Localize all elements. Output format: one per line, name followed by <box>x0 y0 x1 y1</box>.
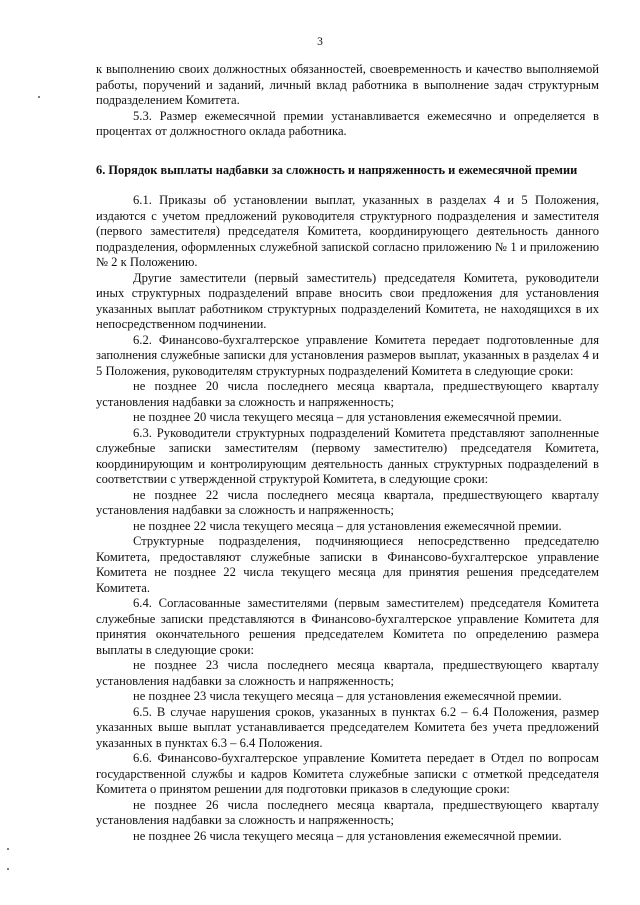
paragraph-6-3-deadline-quarter: не позднее 22 числа последнего месяца квартала, предшествующего кварталу установления надбавки за сложность и напряженность; <box>96 487 599 517</box>
paragraph-6-2-deadline-quarter: не позднее 20 числа последнего месяца квартала, предшествующего кварталу установления надбавки за сложность и напряженность; <box>96 379 599 409</box>
paragraph-6-3-direct-subordinates: Структурные подразделения, подчиняющиеся непосредственно председателю Комитета, предоставляют служебные записки в Финансово-бухгалтерское управление Комитета не позднее 22 числа текущего месяца для принятия решения председателем Комитета. <box>96 534 599 595</box>
paragraph-6-4: 6.4. Согласованные заместителями (первым заместителем) председателя Комитета служебные записки представляются в Финансово-бухгалтерское управление Комитета для принятия окончательного решения председателем Комитета по определению размера выплаты в следующие сроки: <box>96 596 599 657</box>
scan-speck <box>7 848 9 850</box>
paragraph-6-3: 6.3. Руководители структурных подразделений Комитета представляют заполненные служебные записки заместителям (первому заместителю) председателя Комитета, координирующим и контролирующим деятельность данных структурных подразделений в соответствии с утвержденной структурой Комитета, в следующие сроки: <box>96 425 599 486</box>
document-body <box>96 62 599 844</box>
section-heading: 6. Порядок выплаты надбавки за сложность и напряженность и ежемесячной премии <box>96 162 578 177</box>
paragraph-6-6-deadline-quarter: не позднее 26 числа последнего месяца квартала, предшествующего кварталу установления надбавки за сложность и напряженность; <box>96 797 599 827</box>
paragraph-6-6: 6.6. Финансово-бухгалтерское управление Комитета передает в Отдел по вопросам государственной службы и кадров Комитета служебные записки с отметкой председателя Комитета о принятом решении для подготовки приказов в следующие сроки: <box>96 751 599 796</box>
paragraph-intro: к выполнению своих должностных обязанностей, своевременность и качество выполняемой работы, поручений и заданий, личный вклад работника в выполнение задач структурным подразделением Комитета. <box>96 62 599 107</box>
paragraph-6-2-deadline-month: не позднее 20 числа текущего месяца – для установления ежемесячной премии. <box>133 410 562 424</box>
paragraph-6-3-deadline-month: не позднее 22 числа текущего месяца – для установления ежемесячной премии. <box>133 518 562 533</box>
paragraph-6-4-deadline-quarter: не позднее 23 числа последнего месяца квартала, предшествующего кварталу установления надбавки за сложность и напряженность; <box>96 658 599 688</box>
paragraph-6-6-deadline-month: не позднее 26 числа текущего месяца – для установления ежемесячной премии. <box>133 828 562 843</box>
page-number: 3 <box>317 36 323 48</box>
paragraph-6-4-deadline-month: не позднее 23 числа текущего месяца – для установления ежемесячной премии. <box>133 689 562 703</box>
paragraph-6-1-other-deputies: Другие заместители (первый заместитель) председателя Комитета, руководители иных структурных подразделений вправе вносить свои предложения для установления указанных выплат работником структурных подразделений Комитета, не находящихся в их непосредственном подчинении. <box>96 270 599 331</box>
paragraph-6-5: 6.5. В случае нарушения сроков, указанных в пунктах 6.2 – 6.4 Положения, размер указанных выше выплат устанавливается председателем Комитета без учета предложений указанных в пунктах 6.3 – 6.4 Положения. <box>96 704 599 750</box>
scan-speck <box>38 96 40 98</box>
paragraph-6-1: 6.1. Приказы об установлении выплат, указанных в разделах 4 и 5 Положения, издаются с учетом предложений руководителя структурного подразделения и заместителя (первого заместителя) председателя Комитета, координирующего деятельность данного подразделения, оформленных служебной запиской согласно приложению № 1 и приложению № 2 к Положению. <box>96 193 599 269</box>
scan-speck <box>7 868 9 870</box>
paragraph-6-2: 6.2. Финансово-бухгалтерское управление Комитета передает подготовленные для заполнения служебные записки для установления размеров выплат, указанных в разделах 4 и 5 Положения, руководителям структурных подразделений Комитета в следующие сроки: <box>96 332 599 378</box>
paragraph-5-3: 5.3. Размер ежемесячной премии устанавливается ежемесячно и определяется в процентах от должностного оклада работника. <box>96 108 599 138</box>
